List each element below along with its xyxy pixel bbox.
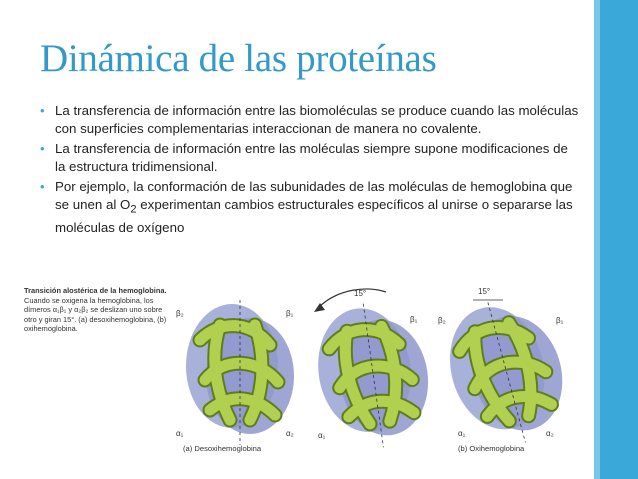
bullet-dot-icon: • [40, 179, 45, 195]
molecule-intermediate [310, 296, 437, 455]
bullet-text: La transferencia de información entre las biomoléculas se produce cuando las moléculas con superficies complementarias interaccionan de manera no covalente. [55, 103, 579, 136]
subscript-2: 2 [130, 203, 137, 216]
bullet-list [40, 102, 580, 240]
chain-label-b1-mid: β₁ [410, 315, 418, 324]
figure-caption-body: Cuando se oxigena la hemoglobina, los dímeros α₁β₁ y α₂β₂ se deslizan uno sobre otro y giran 15°. (a) desoxihemoglobina, (b) oxihemoglobina. [24, 295, 167, 334]
chain-label-b2-a: β₂ [176, 309, 184, 318]
bullet-dot-icon: • [40, 141, 45, 157]
bullet-dot-icon: • [40, 103, 45, 118]
chain-label-a1-a: α₁ [176, 429, 184, 438]
angle-label-right: 15° [478, 287, 491, 296]
chain-label-b1-b: β₁ [556, 316, 564, 325]
bullet-text: Por ejemplo, la conformación de las subunidades de las moléculas de hemoglobina que se unen al O [55, 179, 573, 212]
bullet-item [40, 102, 580, 137]
figure-caption-title: Transición alostérica de la hemoglobina. [24, 286, 167, 295]
bullet-text-continued: experimentan cambios estructurales específicos al unirse o separarse las moléculas de oxígeno [55, 196, 573, 236]
chain-label-b2-b: β₂ [438, 316, 446, 325]
side-accent-bar-inner [594, 0, 600, 479]
rotation-arrow [318, 289, 386, 308]
molecule-a [186, 300, 294, 445]
rotation-arrowhead [314, 303, 325, 312]
hemoglobin-illustration [18, 278, 586, 458]
chain-label-b1-a: β₁ [286, 309, 294, 318]
bullet-item [40, 178, 580, 236]
label-oxihemoglobina: (b) Oxihemoglobina [458, 444, 525, 453]
molecule-b [436, 288, 578, 456]
label-desoxihemoglobina: (a) Desoxihemoglobina [183, 444, 262, 453]
side-accent-bar [594, 0, 638, 479]
chain-label-a2-a: α₂ [286, 429, 294, 438]
bullet-text: La transferencia de información entre las moléculas siempre supone modificaciones de la estructura tridimensional. [55, 141, 568, 174]
hemoglobin-figure [18, 278, 586, 458]
bullet-item [40, 140, 580, 175]
chain-label-a1-mid: α₁ [318, 431, 326, 440]
chain-label-a2-b: α₂ [546, 429, 554, 438]
chain-label-a1-b: α₁ [458, 429, 466, 438]
angle-label-middle: 15° [354, 289, 367, 298]
slide-title: Dinámica de las proteínas [40, 37, 437, 80]
